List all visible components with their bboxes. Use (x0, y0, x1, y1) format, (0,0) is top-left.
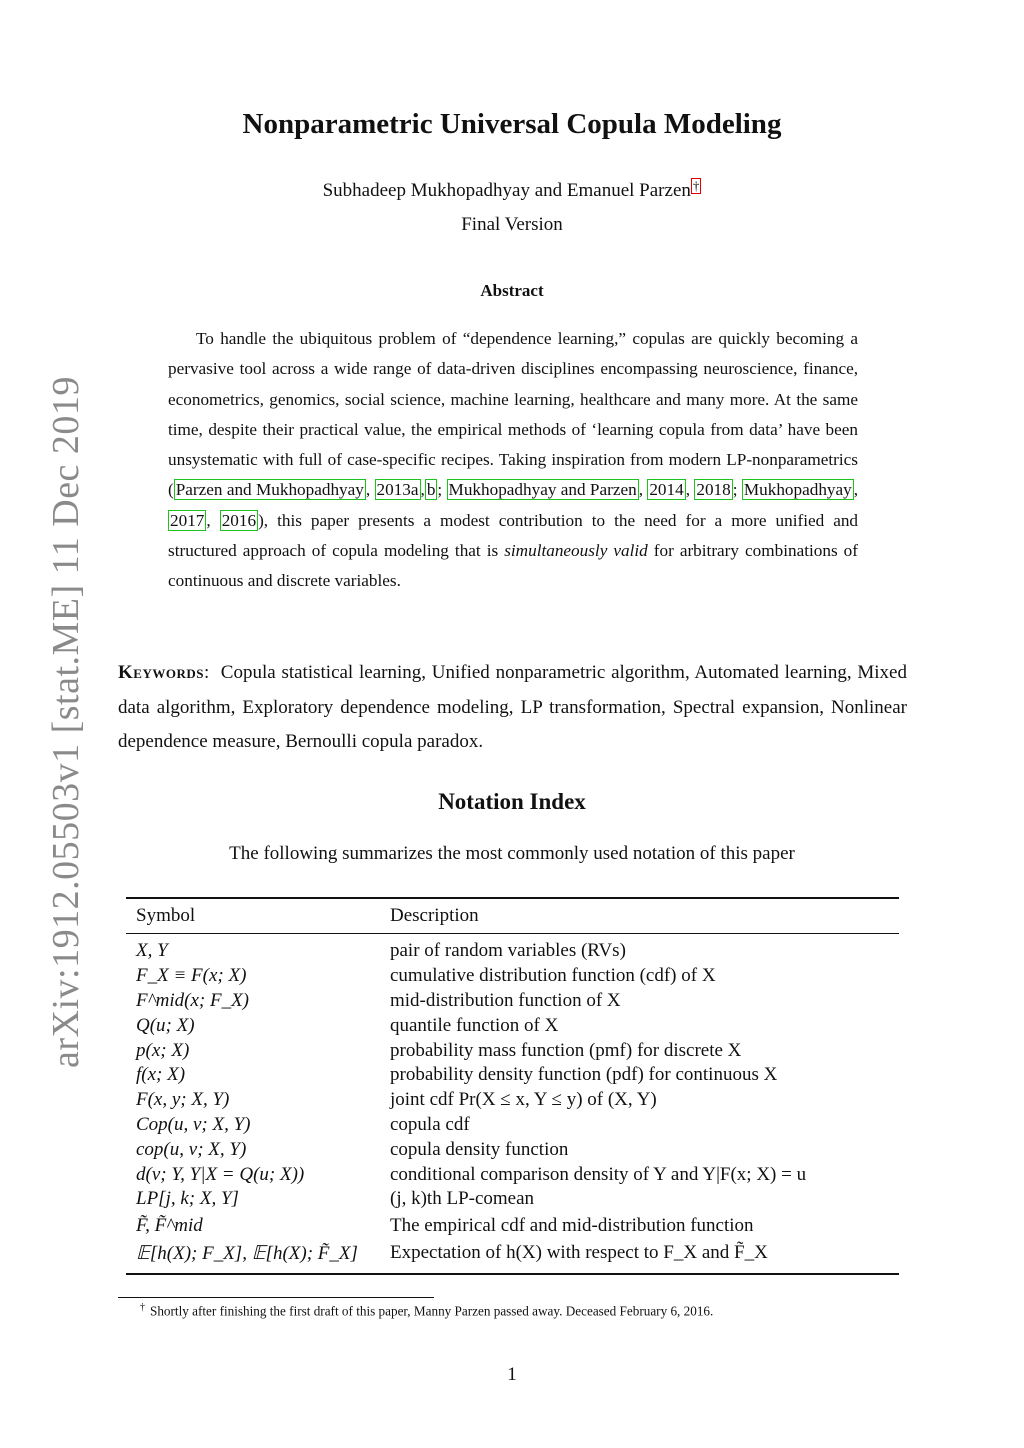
column-header-description: Description (390, 905, 479, 926)
description-cell: cumulative distribution function (cdf) of X (390, 965, 716, 987)
paper-title: Nonparametric Universal Copula Modeling (242, 108, 782, 140)
table-row (126, 1212, 899, 1240)
citation-link[interactable]: 2017 (170, 510, 205, 530)
footnote-text: Shortly after finishing the first draft of this paper, Manny Parzen passed away. Deceased February 6, 2016. (150, 1303, 714, 1319)
table-row (126, 1013, 899, 1038)
citation-link[interactable]: Mukhopadhyay (743, 480, 852, 500)
table-row (126, 1038, 899, 1063)
table-row (126, 1063, 899, 1088)
table-row (126, 1088, 899, 1113)
description-cell: probability density function (pdf) for continuous X (390, 1064, 778, 1086)
abstract-heading: Abstract (480, 281, 544, 300)
notation-intro: The following summarizes the most commonly used notation of this paper (229, 843, 795, 864)
symbol-cell: F̃, F̃^mid (136, 1214, 203, 1236)
table-row (126, 964, 899, 989)
citation-link[interactable]: Mukhopadhyay and Parzen (448, 480, 637, 500)
table-row (126, 1162, 899, 1187)
footnote (140, 1302, 713, 1319)
description-cell: quantile function of X (390, 1014, 559, 1036)
table-header (126, 899, 899, 934)
version-label: Final Version (461, 214, 563, 235)
symbol-cell: F_X ≡ F(x; X) (136, 965, 247, 987)
table-body (126, 934, 899, 1273)
table-row (126, 1137, 899, 1162)
description-cell: conditional comparison density of Y and Y|F(x; X) = u (390, 1163, 807, 1185)
description-cell: copula density function (390, 1138, 569, 1160)
description-cell: Expectation of h(X) with respect to F_X and F̃_X (390, 1242, 768, 1264)
abstract-text: ), this paper presents a modest contribution to the need for a more unified and structured approach of copula modeling that is (168, 510, 859, 561)
page-number: 1 (507, 1364, 517, 1385)
description-cell: pair of random variables (RVs) (390, 940, 626, 962)
table-row (126, 1113, 899, 1138)
abstract-text: for arbitrary combinations of continuous and discrete variables. (168, 541, 858, 591)
description-cell: copula cdf (390, 1113, 470, 1135)
citation-link[interactable]: 2018 (696, 480, 731, 500)
footnote-rule (118, 1297, 434, 1298)
citation-link[interactable]: 2014 (649, 480, 684, 500)
table-row (126, 939, 899, 964)
symbol-cell: p(x; X) (136, 1039, 190, 1061)
abstract-emphasis: simultaneously valid (504, 541, 648, 561)
description-cell: probability mass function (pmf) for discrete X (390, 1039, 742, 1061)
notation-table (126, 897, 899, 1275)
symbol-cell: cop(u, v; X, Y) (136, 1138, 247, 1160)
symbol-cell: 𝔼[h(X); F_X], 𝔼[h(X); F̃_X] (136, 1242, 358, 1264)
symbol-cell: d(v; Y, Y|X = Q(u; X)) (136, 1163, 305, 1185)
keywords-label: Keywords (118, 662, 204, 683)
abstract-body: To handle the ubiquitous problem of “dependence learning,” copulas are quickly becoming a pervasive tool across a wide range of data-driven disciplines encompassing neuroscience, finance, econometrics, genomics, social science, machine learning, healthcare and many more. At the same time, despite their practical value, the empirical methods of ‘learning copula from data’ have been unsystematic with full of case-specific recipes. Taking inspiration from modern LP-nonparametrics ( Parzen and Mukhopadhyay , 2013a , b ; Mukhopadhyay and Parzen , 2014 , 2018 ; Mukhopadhyay , 2017 , 2016 ), this paper presents a modest contribution to the need for a more unified and structured approach of copula modeling that is simultaneously valid for arbitrary combinations of continuous and discrete variables. (168, 329, 859, 591)
symbol-cell: f(x; X) (136, 1064, 186, 1086)
table-row (126, 989, 899, 1014)
authors: Subhadeep Mukhopadhyay and Emanuel Parzen (322, 180, 691, 201)
notation-heading: Notation Index (438, 789, 586, 814)
symbol-cell: Q(u; X) (136, 1014, 195, 1036)
description-cell: The empirical cdf and mid-distribution function (390, 1214, 754, 1236)
symbol-cell: X, Y (136, 940, 168, 962)
author-line (0, 178, 1024, 202)
symbol-cell: Cop(u, v; X, Y) (136, 1113, 251, 1135)
description-cell: mid-distribution function of X (390, 989, 621, 1011)
footnote-link[interactable]: † (692, 178, 700, 193)
table-row (126, 1239, 899, 1267)
column-header-symbol: Symbol (136, 905, 196, 926)
symbol-cell: F^mid(x; F_X) (136, 989, 249, 1011)
keywords: Keywords: Copula statistical learning, Unified nonparametric algorithm, Automated learning, Mixed data algorithm, Exploratory dependence modeling, LP transformation, Spectral expansion, Nonlinear dependence measure, Bernoulli copula paradox. (118, 662, 907, 752)
citation-link[interactable]: Parzen and Mukhopadhyay (175, 480, 364, 500)
description-cell: joint cdf Pr(X ≤ x, Y ≤ y) of (X, Y) (390, 1089, 657, 1111)
keywords-text: Copula statistical learning, Unified nonparametric algorithm, Automated learning, Mixed data algorithm, Exploratory dependence modeling, LP transformation, Spectral expansion, Nonlinear dependence measure, Bernoulli copula paradox. (118, 662, 907, 752)
citation-link[interactable]: b (426, 480, 436, 500)
citation-link[interactable]: 2013a (376, 480, 419, 500)
citation-link[interactable]: 2016 (221, 510, 257, 530)
table-row (126, 1187, 899, 1212)
abstract-text: To handle the ubiquitous problem of “dependence learning,” copulas are quickly becoming a pervasive tool across a wide range of data-driven disciplines encompassing neuroscience, finance, econometrics, genomics, social science, machine learning, healthcare and many more. At the same time, despite their practical value, the empirical methods of ‘learning copula from data’ have been unsystematic with full of case-specific recipes. Taking inspiration from modern LP-nonparametrics ( (168, 329, 858, 500)
footnote-mark: † (140, 1302, 145, 1313)
symbol-cell: F(x, y; X, Y) (136, 1089, 230, 1111)
arxiv-identifier: arXiv:1912.05503v1 [stat.ME] 11 Dec 2019 (45, 376, 87, 1068)
symbol-cell: LP[j, k; X, Y] (136, 1188, 239, 1210)
description-cell: (j, k)th LP-comean (390, 1188, 535, 1210)
